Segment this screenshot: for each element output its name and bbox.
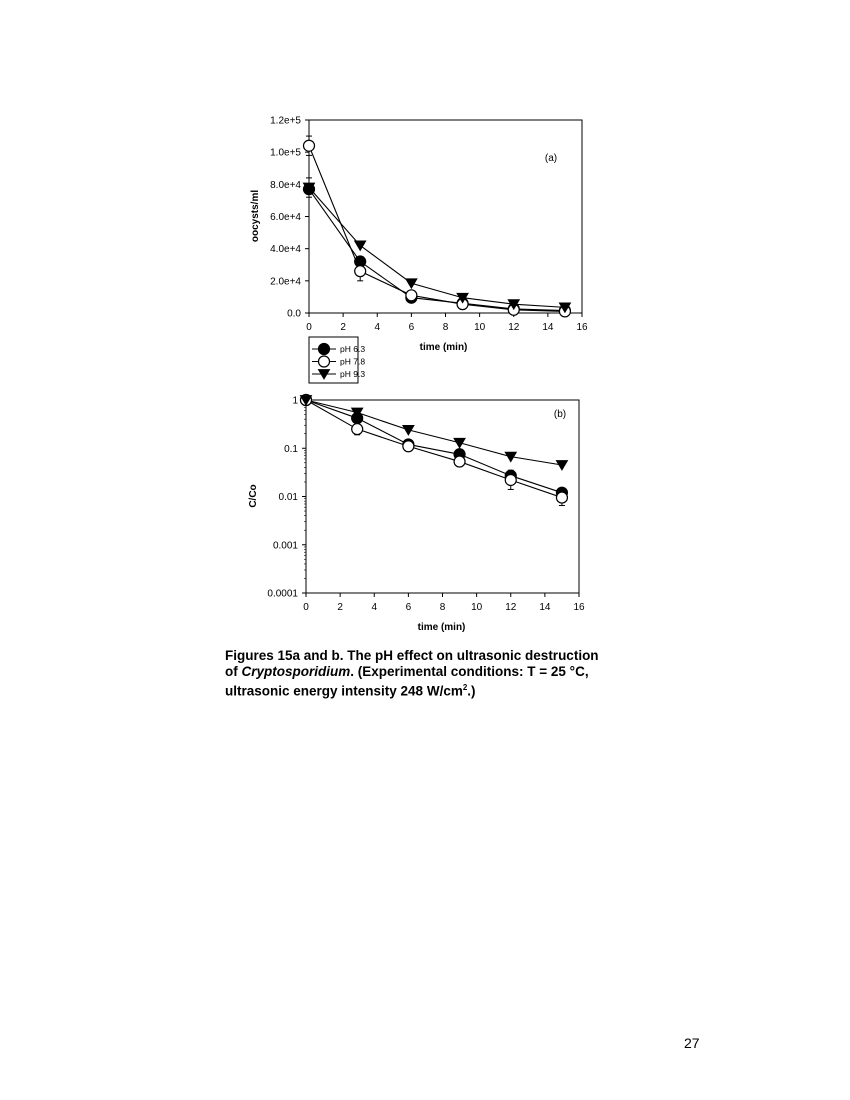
- chart-a-y-tick-label: 4.0e+4: [270, 244, 301, 256]
- chart-b-x-tick-label: 10: [471, 602, 483, 613]
- chart-b-x-tick-label: 6: [405, 602, 412, 613]
- chart-a-y-axis-label: oocysts/ml: [250, 189, 261, 243]
- chart-a-x-tick-label: 10: [474, 322, 486, 333]
- chart-b-y-axis-label: C/Co: [248, 484, 259, 508]
- legend-label: pH 9.3: [340, 369, 366, 379]
- figure-caption: [225, 648, 645, 700]
- chart-a-data-point: [355, 241, 366, 250]
- chart-a-y-tick-label: 0.0: [287, 308, 301, 320]
- chart-a-x-tick-label: 6: [408, 322, 415, 333]
- caption-line-2-suffix: . (Experimental conditions: T = 25 °C,: [350, 664, 589, 679]
- chart-b-data-point: [556, 461, 567, 470]
- chart-a-y-tick-label: 2.0e+4: [270, 276, 301, 288]
- chart-b-x-tick-label: 0: [303, 602, 309, 613]
- chart-a-series-line-1: [309, 189, 565, 310]
- chart-a-panel-label: (a): [544, 153, 558, 164]
- chart-b-panel-label: (b): [553, 409, 567, 420]
- chart-b-x-tick-label: 2: [337, 602, 343, 613]
- chart-b-series-line-3: [306, 400, 562, 465]
- chart-b-y-tick-label: 0.1: [284, 443, 298, 455]
- chart-a-data-point: [355, 266, 366, 277]
- chart-b-x-axis-label: time (min): [417, 622, 466, 633]
- chart-a-data-point: [406, 290, 417, 301]
- chart-b-x-tick-label: 12: [505, 602, 517, 613]
- chart-b-data-point: [556, 492, 567, 503]
- page-number: 27: [684, 1035, 700, 1051]
- chart-b-y-tick-label: 0.001: [272, 540, 298, 552]
- chart-b-y-tick-label: 0.0001: [267, 588, 298, 600]
- legend-marker: [319, 356, 330, 367]
- chart-b-x-tick-label: 8: [439, 602, 446, 613]
- chart-b-series-line-2: [306, 400, 562, 498]
- chart-a-x-tick-label: 0: [306, 322, 312, 333]
- caption-line-3-suffix: .): [467, 683, 476, 699]
- caption-line-2-prefix: of: [225, 664, 242, 679]
- chart-b-data-point: [352, 424, 363, 435]
- chart-a-data-point: [406, 279, 417, 288]
- chart-b-y-tick-label: 0.01: [278, 492, 298, 503]
- chart-a-y-tick-label: 6.0e+4: [270, 212, 301, 223]
- chart-b-plot-frame: [306, 400, 579, 593]
- caption-line-3-prefix: ultrasonic energy intensity 248 W/cm: [225, 683, 463, 699]
- chart-a-y-tick-label: 1.2e+5: [270, 115, 301, 127]
- legend-label: pH 6.3: [340, 344, 366, 354]
- chart-a-x-tick-label: 4: [374, 322, 381, 333]
- chart-b-data-point: [454, 456, 465, 467]
- chart-b-y-tick-label: 1: [292, 395, 298, 407]
- chart-b-data-point: [454, 438, 465, 447]
- chart-b-x-tick-label: 16: [573, 602, 585, 613]
- legend-label: pH 7.8: [340, 356, 366, 367]
- chart-b-data-point: [403, 441, 414, 452]
- chart-a-y-tick-label: 1.0e+5: [270, 147, 301, 159]
- caption-line-1: Figures 15a and b. The pH effect on ultrasonic destruction: [225, 648, 599, 663]
- chart-a-data-point: [304, 140, 315, 151]
- chart-a-plot-frame: [309, 120, 582, 313]
- caption-line-3: [225, 680, 645, 700]
- chart-b-x-tick-label: 14: [539, 602, 551, 613]
- chart-b-x-tick-label: 4: [371, 602, 378, 613]
- chart-a-x-tick-label: 2: [340, 322, 346, 333]
- caption-superscript: 2: [462, 683, 468, 692]
- chart-b-data-point: [403, 426, 414, 435]
- chart-a-x-tick-label: 14: [542, 322, 554, 333]
- chart-a-x-tick-label: 8: [442, 322, 449, 333]
- chart-a-x-axis-label: time (min): [419, 342, 468, 353]
- chart-a-series-line-2: [309, 146, 565, 312]
- chart-a-y-tick-label: 8.0e+4: [270, 179, 301, 191]
- chart-b-series-line-1: [306, 400, 562, 493]
- legend-marker: [319, 344, 330, 355]
- caption-organism-name: Cryptosporidium: [241, 664, 351, 679]
- chart-a-series-line-3: [309, 188, 565, 308]
- caption-line-2: [225, 664, 645, 680]
- chart-b-data-point: [505, 474, 516, 485]
- chart-a-x-tick-label: 16: [576, 322, 588, 333]
- chart-a-x-tick-label: 12: [508, 322, 520, 333]
